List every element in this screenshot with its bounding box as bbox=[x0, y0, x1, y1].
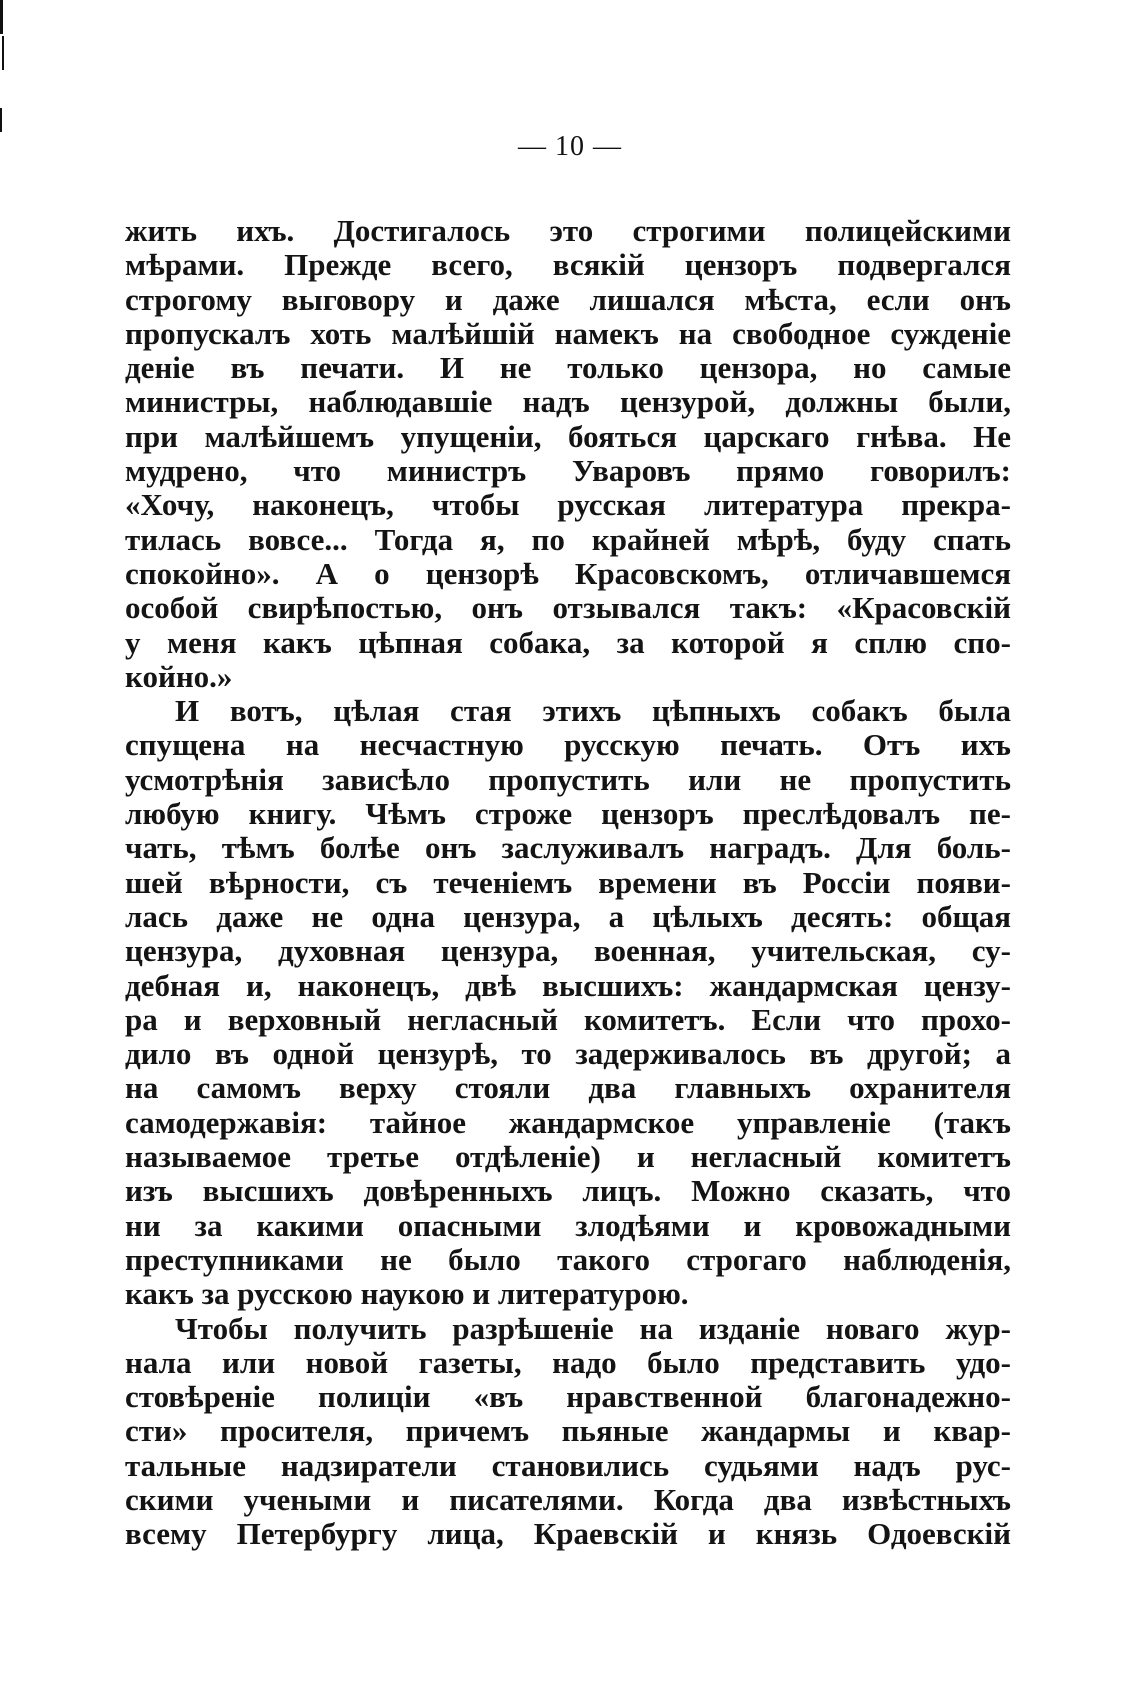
text-line: спущена на несчастную русскую печать. Отъ ихъ bbox=[125, 728, 1011, 763]
text-line: мѣрами. Прежде всего, всякій цензоръ подвергался bbox=[125, 248, 1011, 283]
text-line: министры, наблюдавшіе надъ цензурой, должны были, bbox=[125, 385, 1011, 420]
text-line: изъ высшихъ довѣренныхъ лицъ. Можно сказать, что bbox=[125, 1174, 1011, 1209]
text-line: жить ихъ. Достигалось это строгими полицейскими bbox=[125, 214, 1011, 248]
text-line: чать, тѣмъ болѣе онъ заслуживалъ наградъ. Для боль- bbox=[125, 831, 1011, 866]
text-line: ра и верховный негласный комитетъ. Если что прохо- bbox=[125, 1002, 1011, 1037]
text-line: дебная и, наконецъ, двѣ высшихъ: жандармская цензу- bbox=[125, 968, 1011, 1003]
text-line: пропускалъ хоть малѣйшій намекъ на свободное сужденіе bbox=[125, 316, 1011, 351]
page-number: — 10 — bbox=[518, 131, 622, 162]
text-line: дило въ одной цензурѣ, то задерживалось въ другой; а bbox=[125, 1037, 1011, 1072]
text-line: шей вѣрности, съ теченіемъ времени въ Россіи появи- bbox=[125, 865, 1011, 900]
text-line: какъ за русскою наукою и литературою. bbox=[125, 1277, 689, 1312]
scan-edge-mark bbox=[0, 108, 2, 132]
text-line: Чтобы получить разрѣшеніе на изданіе новаго жур- bbox=[175, 1311, 1011, 1346]
text-line: стовѣреніе полиціи «въ нравственной благонадежно- bbox=[125, 1380, 1011, 1415]
text-line: «Хочу, наконецъ, чтобы русская литература прекра- bbox=[125, 488, 1011, 523]
text-line: скими учеными и писателями. Когда два извѣстныхъ bbox=[125, 1482, 1011, 1517]
text-line: особой свирѣпостью, онъ отзывался такъ: «Красовскій bbox=[125, 591, 1011, 626]
text-line: преступниками не было такого строгаго наблюденія, bbox=[125, 1242, 1011, 1277]
text-line: ни за какими опасными злодѣями и кровожадными bbox=[125, 1208, 1011, 1243]
text-line: цензура, духовная цензура, военная, учительская, су- bbox=[125, 934, 1011, 969]
text-line: у меня какъ цѣпная собака, за которой я сплю спо- bbox=[125, 625, 1011, 660]
scan-edge-mark bbox=[0, 0, 3, 34]
text-line: спокойно». А о цензорѣ Красовскомъ, отличавшемся bbox=[125, 556, 1011, 591]
text-line: тилась вовсе... Тогда я, по крайней мѣрѣ, буду спать bbox=[125, 522, 1011, 557]
text-line: лась даже не одна цензура, а цѣлыхъ десять: общая bbox=[125, 899, 1011, 934]
text-line: строгому выговору и даже лишался мѣста, если онъ bbox=[125, 282, 1011, 317]
text-line: всему Петербургу лица, Краевскій и князь Одоевскій bbox=[125, 1517, 1011, 1552]
text-body bbox=[125, 214, 1011, 1552]
text-line: самодержавія: тайное жандармское управленіе (такъ bbox=[125, 1105, 1011, 1140]
text-line: тальные надзиратели становились судьями надъ рус- bbox=[125, 1448, 1011, 1483]
text-line: сти» просителя, причемъ пьяные жандармы и квар- bbox=[125, 1414, 1011, 1449]
text-line: любую книгу. Чѣмъ строже цензоръ преслѣдовалъ пе- bbox=[125, 797, 1011, 832]
text-line: И вотъ, цѣлая стая этихъ цѣпныхъ собакъ была bbox=[175, 694, 1011, 729]
scan-edge-mark bbox=[2, 36, 4, 70]
text-line: при малѣйшемъ упущеніи, бояться царскаго гнѣва. Не bbox=[125, 419, 1011, 454]
text-line: на самомъ верху стояли два главныхъ охранителя bbox=[125, 1071, 1011, 1106]
text-line: нала или новой газеты, надо было представить удо- bbox=[125, 1345, 1011, 1380]
text-line: называемое третье отдѣленіе) и негласный комитетъ bbox=[125, 1140, 1011, 1175]
text-line: усмотрѣнія зависѣло пропустить или не пропустить bbox=[125, 762, 1011, 797]
text-line: мудрено, что министръ Уваровъ прямо говорилъ: bbox=[125, 454, 1011, 489]
text-line: койно.» bbox=[125, 659, 233, 694]
text-line: деніе въ печати. И не только цензора, но самые bbox=[125, 351, 1011, 386]
